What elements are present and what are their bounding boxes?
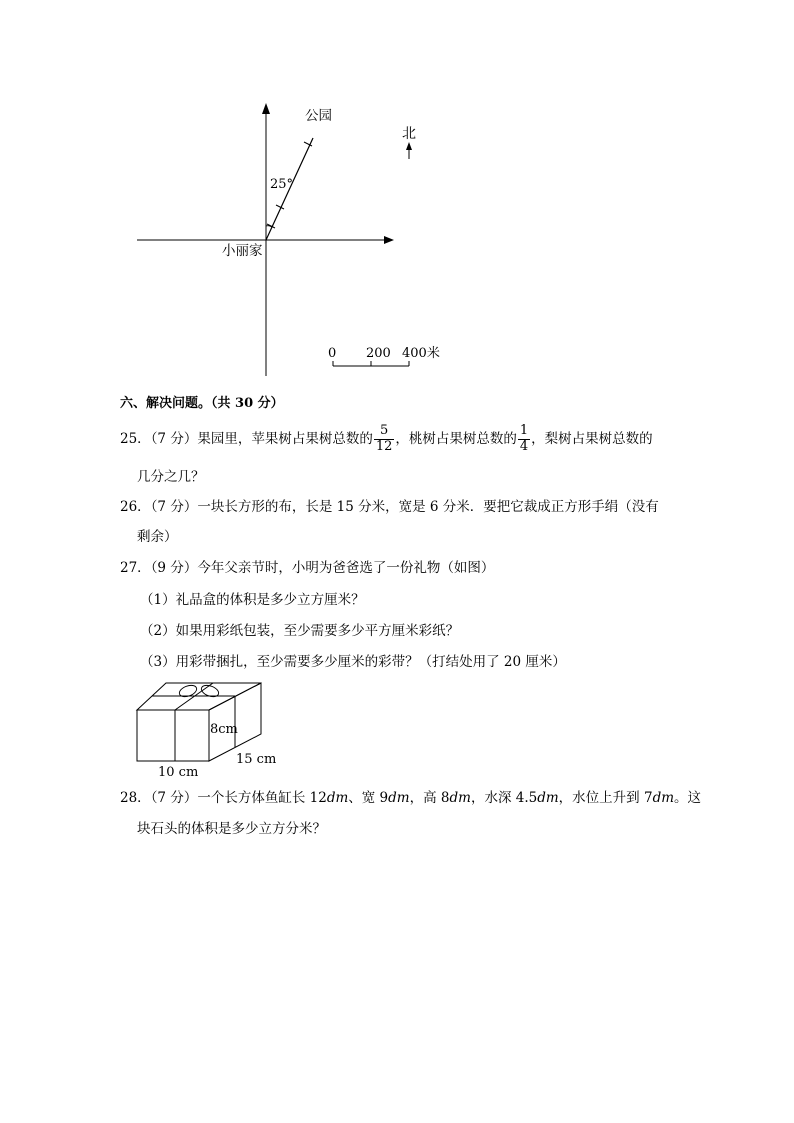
question-27: [120, 562, 494, 576]
question-25-line2: 几分之几？: [137, 469, 205, 485]
angle-label: 25°: [270, 177, 294, 192]
question-text: 果园里，苹果树占果树总数的: [197, 430, 373, 447]
section-title: 六、解决问题。（共 30 分）: [120, 396, 284, 411]
fraction-numerator: 1: [519, 423, 529, 438]
east-arrowhead: [384, 236, 394, 244]
fraction-denominator: 4: [519, 438, 529, 454]
scale-label-200: 200: [366, 346, 391, 361]
unit-dm: dm: [326, 790, 349, 806]
question-26: [120, 501, 659, 515]
fraction-peach: [518, 424, 530, 455]
unit-dm: dm: [537, 790, 559, 806]
question-25: [120, 424, 653, 455]
box-width-label: 10 cm: [158, 765, 199, 780]
fraction-apple: [374, 424, 395, 455]
question-text: ，高 8: [409, 790, 450, 806]
unit-dm: dm: [388, 790, 410, 806]
question-score: （7 分）: [150, 430, 198, 447]
question-score: （9 分）: [150, 560, 198, 576]
park-label: 公园: [305, 108, 332, 124]
question-score: （7 分）: [150, 790, 198, 806]
question-text: 、宽 9: [348, 790, 389, 806]
box-depth-label: 15 cm: [236, 752, 277, 767]
direction-map-figure: [0, 0, 794, 390]
question-number: 26．: [120, 499, 151, 515]
scale-label-0: 0: [328, 346, 337, 361]
unit-dm: dm: [449, 790, 471, 806]
unit-dm: dm: [652, 790, 675, 806]
sub-question-2: （2）如果用彩纸包装，至少需要多少平方厘米彩纸？: [140, 623, 460, 639]
home-label: 小丽家: [222, 243, 263, 259]
question-text: ，水位上升到 7: [558, 790, 653, 806]
north-indicator-arrowhead: [406, 142, 412, 150]
question-score: （7 分）: [150, 499, 198, 515]
question-text: 。这: [674, 790, 702, 806]
scale-label-400: 400米: [402, 346, 440, 361]
sub-question-3: （3）用彩带捆扎，至少需要多少厘米的彩带？（打结处用了 20 厘米）: [140, 654, 566, 670]
question-26-line2: 剩余）: [137, 529, 178, 545]
sub-question-1: （1）礼品盒的体积是多少立方厘米？: [140, 592, 365, 608]
question-text: 一个长方体鱼缸长 12: [197, 790, 327, 806]
question-28: [120, 792, 701, 806]
question-text: 今年父亲节时，小明为爸爸选了一份礼物（如图）: [197, 560, 495, 576]
question-text: ，水深 4.5: [470, 790, 538, 806]
north-label: 北: [402, 126, 416, 142]
question-text: ，梨树占果树总数的: [531, 430, 653, 447]
box-height-label: 8cm: [210, 722, 238, 737]
north-arrowhead: [262, 103, 270, 114]
fraction-numerator: 5: [374, 424, 395, 440]
question-text: ，桃树占果树总数的: [395, 430, 517, 447]
box-front-face: [137, 710, 209, 761]
question-28-line2: 块石头的体积是多少立方分米？: [137, 821, 326, 837]
question-number: 27．: [120, 560, 151, 576]
fraction-denominator: 12: [375, 438, 393, 454]
question-text: 一块长方形的布，长是 15 分米，宽是 6 分米．要把它裁成正方形手绢（没有: [197, 499, 659, 515]
question-number: 28．: [120, 790, 151, 806]
question-number: 25．: [120, 430, 151, 447]
